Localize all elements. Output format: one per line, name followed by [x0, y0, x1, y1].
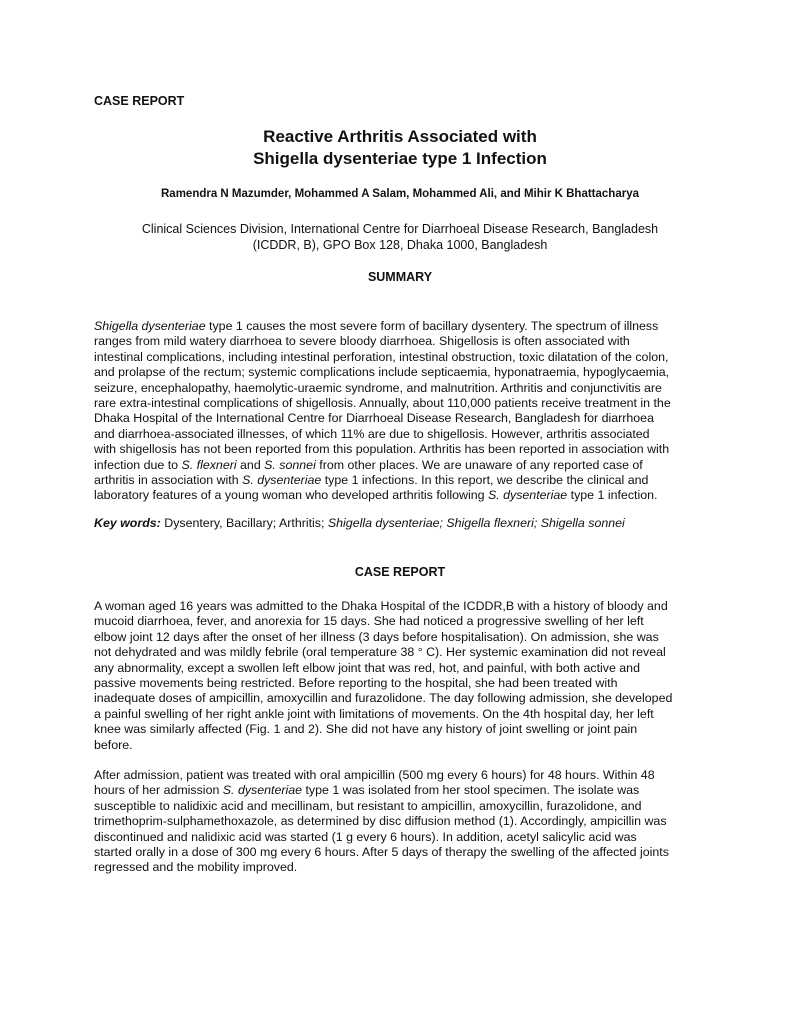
text-line: [94, 630, 714, 645]
text-line: [94, 691, 714, 706]
text-line: [94, 645, 714, 660]
text-run: intestinal complications, including intestinal perforation, intestinal obstruction, toxic dilatation of the colon,: [94, 349, 669, 364]
text-run: S. sonnei: [264, 457, 316, 472]
summary-heading: SUMMARY: [367, 270, 433, 284]
text-line: [94, 814, 714, 829]
text-run: After admission, patient was treated with oral ampicillin (500 mg every 6 hours) for 48 hours. Within 48: [94, 768, 655, 782]
text-line: [94, 488, 714, 503]
text-line: [94, 381, 714, 396]
text-run: S. flexneri: [181, 457, 237, 472]
text-run: S. dysenteriae: [487, 488, 568, 503]
text-line: [94, 783, 714, 798]
text-run: A woman aged 16 years was admitted to the Dhaka Hospital of the ICDDR,B with a history of bloody and: [94, 599, 668, 613]
keywords-text: [161, 516, 625, 530]
text-run: mucoid diarrhoea, fever, and anorexia for 15 days. She had noticed a progressive swelling of her left: [94, 614, 644, 629]
text-line: [94, 458, 714, 473]
text-line: [94, 599, 714, 614]
text-line: [94, 396, 714, 411]
text-line: [94, 799, 714, 814]
text-run: type 1 infection.: [567, 488, 658, 503]
text-line: [94, 411, 714, 426]
text-line: [94, 614, 714, 629]
text-line: [94, 722, 714, 737]
text-run: ranges from mild watery diarrhoea to severe bloody diarrhoea. Shigellosis is often associated with: [94, 334, 630, 349]
text-run: from other places. We are unaware of any reported case of: [315, 457, 643, 472]
keywords-label: Key words:: [94, 516, 161, 530]
text-run: started orally in a dose of 300 mg every 6 hours. After 5 days of therapy the swelling of the affected joints: [94, 845, 669, 860]
affiliation-line-2: (ICDDR, B), GPO Box 128, Dhaka 1000, Bangladesh: [252, 238, 548, 252]
text-run: type 1 was isolated from her stool specimen. The isolate was: [302, 783, 640, 798]
article-type-label: CASE REPORT: [94, 94, 185, 108]
text-run: Dhaka Hospital of the International Centre for Diarrhoeal Disease Research, Bangladesh for diarrhoea: [94, 411, 654, 426]
text-run: inadequate doses of ampicillin, amoxycillin and furazolidone. The day following admission, she developed: [94, 691, 673, 706]
text-run: type 1 infections. In this report, we describe the clinical and: [321, 473, 649, 488]
text-run: elbow joint 12 days after the onset of her illness (3 days before hospitalisation). On admission, she was: [94, 629, 659, 644]
text-run: not dehydrated and was mildly febrile (oral temperature 38 ° C). Her systemic examination did not reveal: [94, 645, 666, 660]
text-line: [94, 845, 714, 860]
text-run: before.: [94, 737, 133, 752]
text-line: [94, 427, 714, 442]
case-paragraph-1: [94, 599, 714, 753]
text-run: S. dysenteriae: [242, 473, 322, 488]
text-run: susceptible to nalidixic acid and mecillinam, but resistant to ampicillin, amoxycillin, furazolidone, and: [94, 798, 642, 813]
text-line: [94, 334, 714, 349]
text-line: [94, 365, 714, 380]
keywords-line: [94, 516, 714, 531]
text-run: passive movements being restricted. Before reporting to the hospital, she had been treated with: [94, 676, 618, 691]
text-run: and diarrhoea-associated illnesses, of which 11% are due to shigellosis. However, arthritis associated: [94, 426, 650, 441]
affiliation-line-1: Clinical Sciences Division, International Centre for Diarrhoeal Disease Research, Bangladesh: [141, 222, 659, 236]
title-line-1: Reactive Arthritis Associated with: [263, 127, 537, 146]
text-run: arthritis in association with: [94, 473, 243, 488]
text-line: [94, 768, 714, 783]
keyword-run: Shigella dysenteriae; Shigella flexneri; Shigella sonnei: [327, 516, 625, 530]
title-line-2: Shigella dysenteriae type 1 Infection: [253, 149, 547, 168]
text-run: knee was similarly affected (Fig. 1 and 2). She did not have any history of joint swelling or joint pain: [94, 722, 638, 737]
text-run: seizure, encephalopathy, haemolytic-uraemic syndrome, and malnutrition. Arthritis and conjunctivitis are: [94, 380, 662, 395]
text-line: [94, 860, 714, 875]
case-report-heading: CASE REPORT: [354, 565, 446, 579]
text-run: regressed and the mobility improved.: [94, 860, 298, 875]
text-run: S. dysenteriae: [222, 783, 303, 798]
text-run: a painful swelling of her right ankle joint with limitations of movements. On the 4th hospital day, her left: [94, 706, 654, 721]
keyword-run: Dysentery, Bacillary; Arthritis;: [160, 516, 328, 530]
text-run: trimethoprim-sulphamethoxazole, as determined by disc diffusion method (1). Accordingly, ampicillin was: [94, 814, 667, 829]
text-run: and prolapse of the rectum; systemic complications include septicaemia, hyponatraemia, hypoglycaemia,: [94, 365, 670, 380]
text-run: any abnormality, except a swollen left elbow joint that was red, hot, and painful, with both active and: [94, 660, 640, 675]
text-line: [94, 473, 714, 488]
text-line: [94, 319, 714, 334]
text-run: discontinued and nalidixic acid was started (1 g every 6 hours). In addition, acetyl salicylic acid was: [94, 829, 637, 844]
text-line: [94, 661, 714, 676]
text-run: type 1 causes the most severe form of bacillary dysentery. The spectrum of illness: [205, 319, 659, 333]
text-run: with shigellosis has not been reported from this population. Arthritis has been reported in association with: [94, 442, 670, 457]
text-line: [94, 738, 714, 753]
text-run: Shigella dysenteriae: [94, 319, 206, 333]
case-paragraph-2: [94, 768, 714, 876]
text-line: [94, 830, 714, 845]
text-run: hours of her admission: [94, 783, 223, 798]
text-run: laboratory features of a young woman who developed arthritis following: [94, 488, 488, 503]
text-run: rare extra-intestinal complications of shigellosis. Annually, about 110,000 patients receive treatment in the: [94, 396, 671, 411]
text-run: infection due to: [94, 457, 182, 472]
text-line: [94, 350, 714, 365]
summary-paragraph: [94, 319, 714, 504]
text-run: and: [236, 457, 265, 472]
authors: Ramendra N Mazumder, Mohammed A Salam, Mohammed Ali, and Mihir K Bhattacharya: [161, 188, 639, 200]
text-line: [94, 442, 714, 457]
text-line: [94, 676, 714, 691]
text-line: [94, 707, 714, 722]
